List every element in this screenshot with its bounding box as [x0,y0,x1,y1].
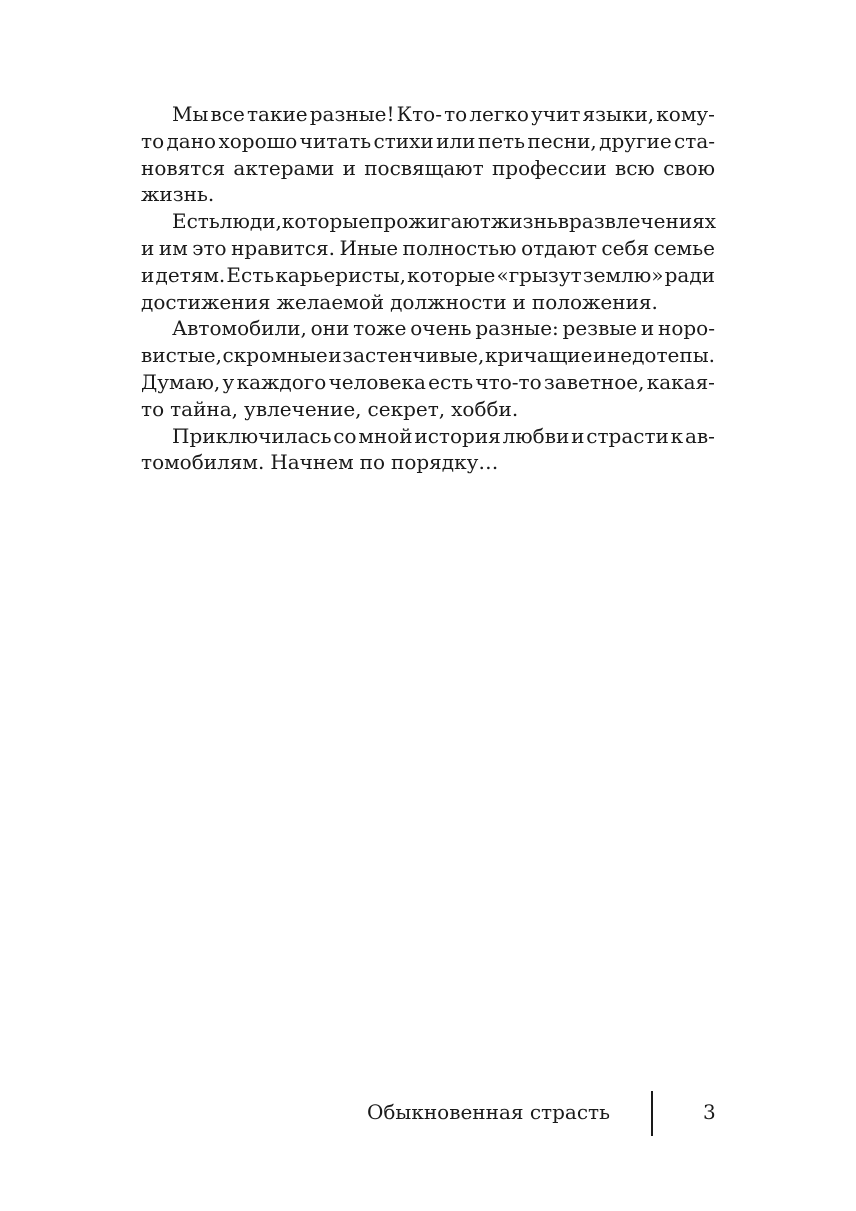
word: отдают [521,235,597,260]
word: и [593,343,607,368]
word: кому- [656,102,715,126]
word: и [342,155,356,180]
word: ав- [684,423,715,448]
word: свою [663,155,715,180]
word: люди, [219,209,282,234]
word: и [141,262,155,287]
word: кричащие [484,343,593,368]
word: или [436,128,476,153]
word: Приключилась [172,423,332,448]
word: такие [246,102,308,126]
word: заветное, [543,369,645,394]
word: порядку… [391,450,499,475]
word: актерами [233,155,335,180]
word: Автомобили, [172,316,307,341]
word: себя [601,235,650,260]
word: достижения [141,289,271,314]
word: стихи [373,128,434,153]
word: карьеристы, [275,262,406,287]
word: застенчивые, [342,343,485,368]
word: вистые, [141,343,222,368]
text-line [141,342,715,369]
text-line [141,155,715,182]
word: что-то [475,369,542,394]
word: по [359,450,385,475]
word: положения. [531,289,658,314]
word: любви [502,423,570,448]
word: нравится. [231,235,335,260]
text-line [141,289,715,316]
word: мной [358,423,413,448]
word: и [328,343,342,368]
word: Думаю, [141,369,221,394]
text-line [141,208,715,235]
word: хобби. [451,396,519,421]
word: жизнь [490,209,558,234]
text-line [141,396,715,423]
text-line [141,449,715,476]
text-line [141,101,715,128]
word: тоже [353,316,407,341]
word: какая- [646,369,715,394]
word: недотепы. [606,343,715,368]
word: «грызут [496,262,582,287]
word: к [670,423,684,448]
word: им [158,235,188,260]
word: всю [614,155,655,180]
text-line [141,128,715,155]
word: очень [410,316,472,341]
word: и [640,316,655,341]
text-line [141,262,715,289]
word: Иные [339,235,399,260]
word: есть [428,369,474,394]
word: развлечениях [569,209,717,234]
word: норо- [657,316,715,341]
word: полностью [402,235,517,260]
word: тайна, [170,396,239,421]
word: история [414,423,501,448]
text-line [141,181,715,208]
word: прожигают [370,209,491,234]
word: Кто- [396,102,442,126]
word: которые [407,262,496,287]
word: то [141,128,165,153]
word: со [333,423,357,448]
word: разные: [475,316,559,341]
word: и [571,423,585,448]
text-line [141,369,715,396]
word: Есть [172,209,220,234]
word: все [210,102,245,126]
word: ста- [674,128,715,153]
word: и [512,289,526,314]
word: посвящают [364,155,484,180]
word: и [141,235,155,260]
word: детям. [155,262,226,287]
word: новятся [141,155,226,180]
word: у [222,369,235,394]
word: скромные [222,343,328,368]
word: Начнем [270,450,354,475]
word: в [557,209,569,234]
word: землю» [582,262,664,287]
body-text [141,101,715,476]
word: человека [328,369,426,394]
word: Есть [226,262,275,287]
text-line [141,315,715,342]
text-line [141,423,715,450]
word: читать [299,128,372,153]
word: то [444,102,468,126]
word: должности [390,289,507,314]
word: песни, [527,128,597,153]
word: ради [664,262,715,287]
word: жизнь. [141,182,215,207]
running-footer-title: Обыкновенная страсть [366,1100,610,1124]
word: томобилям. [141,450,265,475]
word: дано [166,128,217,153]
word: страсти [586,423,669,448]
word: секрет, [367,396,446,421]
word: то [141,396,165,421]
word: профессии [491,155,607,180]
footer-divider [651,1091,653,1136]
word: каждого [236,369,327,394]
word: языки, [582,102,655,126]
word: желаемой [276,289,385,314]
word: другие [599,128,672,153]
word: увлечение, [244,396,362,421]
text-line [141,235,715,262]
word: которые [281,209,371,234]
word: петь [477,128,525,153]
word: учит [531,102,581,126]
word: хорошо [218,128,298,153]
word: семье [653,235,715,260]
word: разные! [309,102,395,126]
word: Мы [172,102,209,126]
word: резвые [562,316,638,341]
word: легко [469,102,529,126]
word: они [310,316,350,341]
page-number: 3 [703,1100,716,1124]
word: это [192,235,227,260]
